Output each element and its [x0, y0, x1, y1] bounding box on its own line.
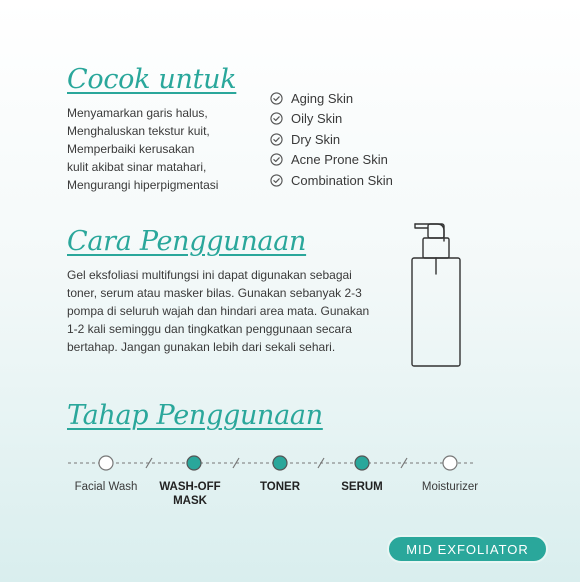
- step-dot: [443, 456, 457, 470]
- pump-bottle-icon: [401, 216, 471, 368]
- skin-type-label: Dry Skin: [291, 131, 341, 147]
- separator-slash: [318, 458, 324, 468]
- skin-type-label: Aging Skin: [291, 90, 354, 106]
- product-badge: MID EXFOLIATOR: [387, 535, 548, 563]
- benefit-line: Menyamarkan garis halus,: [67, 106, 208, 120]
- check-circle-icon: [270, 174, 283, 187]
- skin-type-item: [270, 150, 393, 171]
- benefit-line: Menghaluskan tekstur kuit,: [67, 124, 210, 138]
- step-dot: [355, 456, 369, 470]
- section-title-tahap: Tahap Penggunaan: [67, 400, 323, 431]
- benefit-line: Mengurangi hiperpigmentasi: [67, 178, 219, 192]
- step-label-toner: TONER: [259, 481, 301, 493]
- step-label-moisturizer: Moisturizer: [421, 481, 479, 493]
- usage-line: pompa di seluruh wajah dan hindari area mata. Gunakan: [67, 304, 370, 318]
- skin-type-label: Combination Skin: [291, 172, 393, 188]
- section-title-cara: Cara Penggunaan: [67, 226, 307, 257]
- step-dot: [99, 456, 113, 470]
- benefit-line: Memperbaiki kerusakan: [67, 142, 195, 156]
- benefits-text: [67, 104, 218, 194]
- check-circle-icon: [270, 153, 283, 166]
- steps-timeline: [0, 448, 580, 478]
- skin-type-item: [270, 170, 393, 191]
- check-circle-icon: [270, 92, 283, 105]
- step-label-serum: SERUM: [341, 481, 383, 493]
- step-label-facial-wash: Facial Wash: [74, 481, 138, 493]
- check-circle-icon: [270, 133, 283, 146]
- skin-type-label: Oily Skin: [291, 111, 343, 127]
- step-dot: [187, 456, 201, 470]
- skin-type-list: [270, 88, 393, 191]
- usage-line: Gel eksfoliasi multifungsi ini dapat digunakan sebagai: [67, 268, 352, 282]
- usage-line: bertahap. Jangan gunakan lebih dari sekali sehari.: [67, 340, 336, 354]
- skin-type-item: [270, 88, 393, 109]
- step-label-wash-off-mask: WASH-OFF MASK: [159, 481, 221, 507]
- section-title-cocok: Cocok untuk: [67, 64, 237, 95]
- step-dot: [273, 456, 287, 470]
- skin-type-label: Acne Prone Skin: [291, 152, 388, 168]
- usage-line: toner, serum atau masker bilas. Gunakan sebanyak 2-3: [67, 286, 362, 300]
- usage-line: 1-2 kali seminggu dan tingkatkan penggunaan secara: [67, 322, 352, 336]
- check-circle-icon: [270, 112, 283, 125]
- benefit-line: kulit akibat sinar matahari,: [67, 160, 207, 174]
- usage-text: [67, 266, 369, 356]
- skin-type-item: [270, 129, 393, 150]
- skin-type-item: [270, 109, 393, 130]
